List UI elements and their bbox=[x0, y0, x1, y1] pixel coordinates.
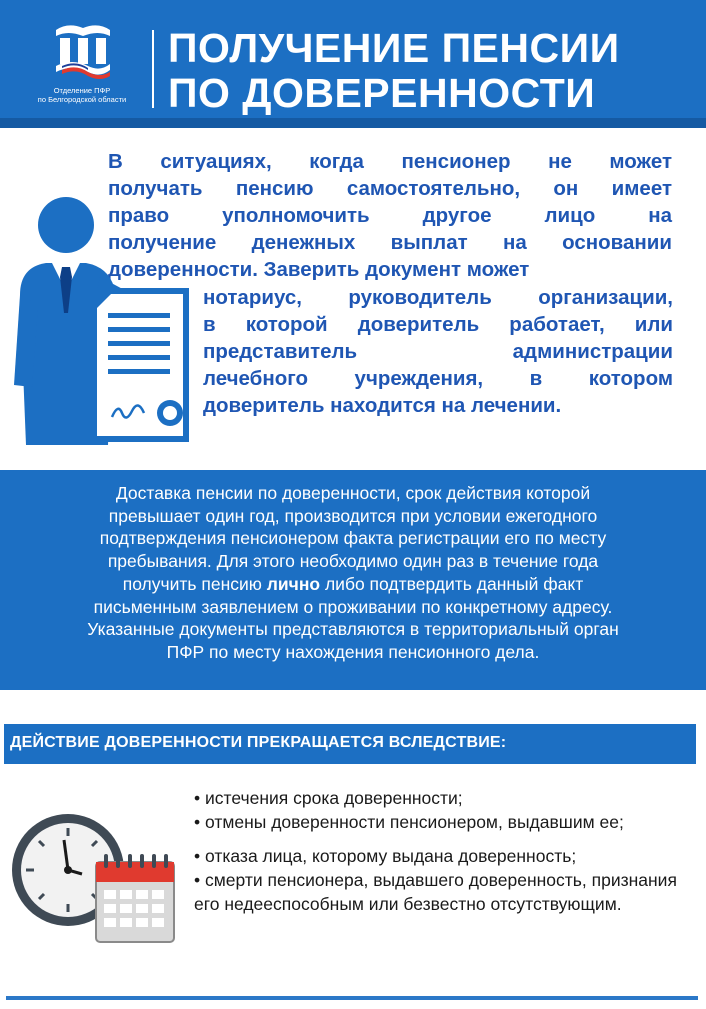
delivery-line: подтверждения пенсионером факта регистрации его по месту bbox=[99, 528, 607, 549]
intro-text-bottom bbox=[203, 284, 673, 419]
header-strip bbox=[0, 118, 706, 128]
list-item: • истечения срока доверенности; bbox=[194, 788, 463, 808]
intro-line: право уполномочить другое лицо на bbox=[108, 204, 672, 227]
clock-calendar-illustration bbox=[8, 808, 188, 948]
delivery-emphasis: лично bbox=[266, 573, 321, 594]
delivery-line: ПФР по месту нахождения пенсионного дела. bbox=[166, 641, 540, 662]
intro-line: лечебного учреждения, в котором bbox=[203, 367, 673, 390]
pfr-logo bbox=[22, 22, 142, 112]
pfr-logo-icon bbox=[52, 22, 114, 82]
title-line-2: ПО ДОВЕРЕННОСТИ bbox=[168, 70, 596, 116]
termination-heading: ДЕЙСТВИЕ ДОВЕРЕННОСТИ ПРЕКРАЩАЕТСЯ ВСЛЕДСТВИЕ: bbox=[10, 734, 507, 751]
list-item: • отмены доверенности пенсионером, выдавшим ее; bbox=[194, 812, 624, 832]
delivery-line: Доставка пенсии по доверенности, срок действия которой bbox=[115, 483, 591, 503]
title-line-1: ПОЛУЧЕНИЕ ПЕНСИИ bbox=[168, 25, 620, 71]
intro-line: получение денежных выплат на основании bbox=[108, 231, 672, 254]
delivery-line: письменным заявлением о проживании по конкретному адресу. bbox=[93, 596, 613, 617]
person-with-document-icon bbox=[8, 195, 198, 445]
intro-line: в которой доверитель работает, или bbox=[203, 313, 673, 336]
logo-caption-line-2: по Белгородской области bbox=[37, 95, 127, 104]
delivery-line: превышает один год, производится при условии ежегодного bbox=[108, 505, 598, 526]
delivery-info-text bbox=[20, 482, 686, 664]
calendar-icon bbox=[96, 854, 174, 942]
footer-line bbox=[6, 996, 698, 1000]
delivery-line: пребывания. Для этого необходимо один раз в течение года bbox=[107, 551, 599, 572]
logo-caption-line-1: Отделение ПФР bbox=[53, 86, 111, 95]
list-item: • отказа лица, которому выдана доверенность; bbox=[194, 846, 577, 866]
intro-line: представитель администрации bbox=[203, 340, 673, 363]
intro-line: доверитель находится на лечении. bbox=[203, 394, 562, 417]
delivery-line bbox=[20, 573, 686, 596]
intro-line: получать пенсию самостоятельно, он имеет bbox=[108, 177, 672, 200]
delivery-line-part: либо подтвердить данный факт bbox=[320, 573, 584, 594]
termination-list bbox=[194, 786, 694, 916]
intro-line: нотариус, руководитель организации, bbox=[203, 286, 673, 309]
header-divider bbox=[152, 30, 154, 108]
page-title bbox=[168, 26, 698, 116]
intro-line: доверенности. Заверить документ может bbox=[108, 258, 530, 281]
delivery-line: Указанные документы представляются в территориальный орган bbox=[87, 619, 619, 640]
intro-line: В ситуациях, когда пенсионер не может bbox=[108, 150, 672, 173]
delivery-line-part: получить пенсию bbox=[122, 573, 267, 594]
list-item: • смерти пенсионера, выдавшего доверенность, признания его недееспособным или безвестно отсутствующим. bbox=[194, 870, 677, 914]
